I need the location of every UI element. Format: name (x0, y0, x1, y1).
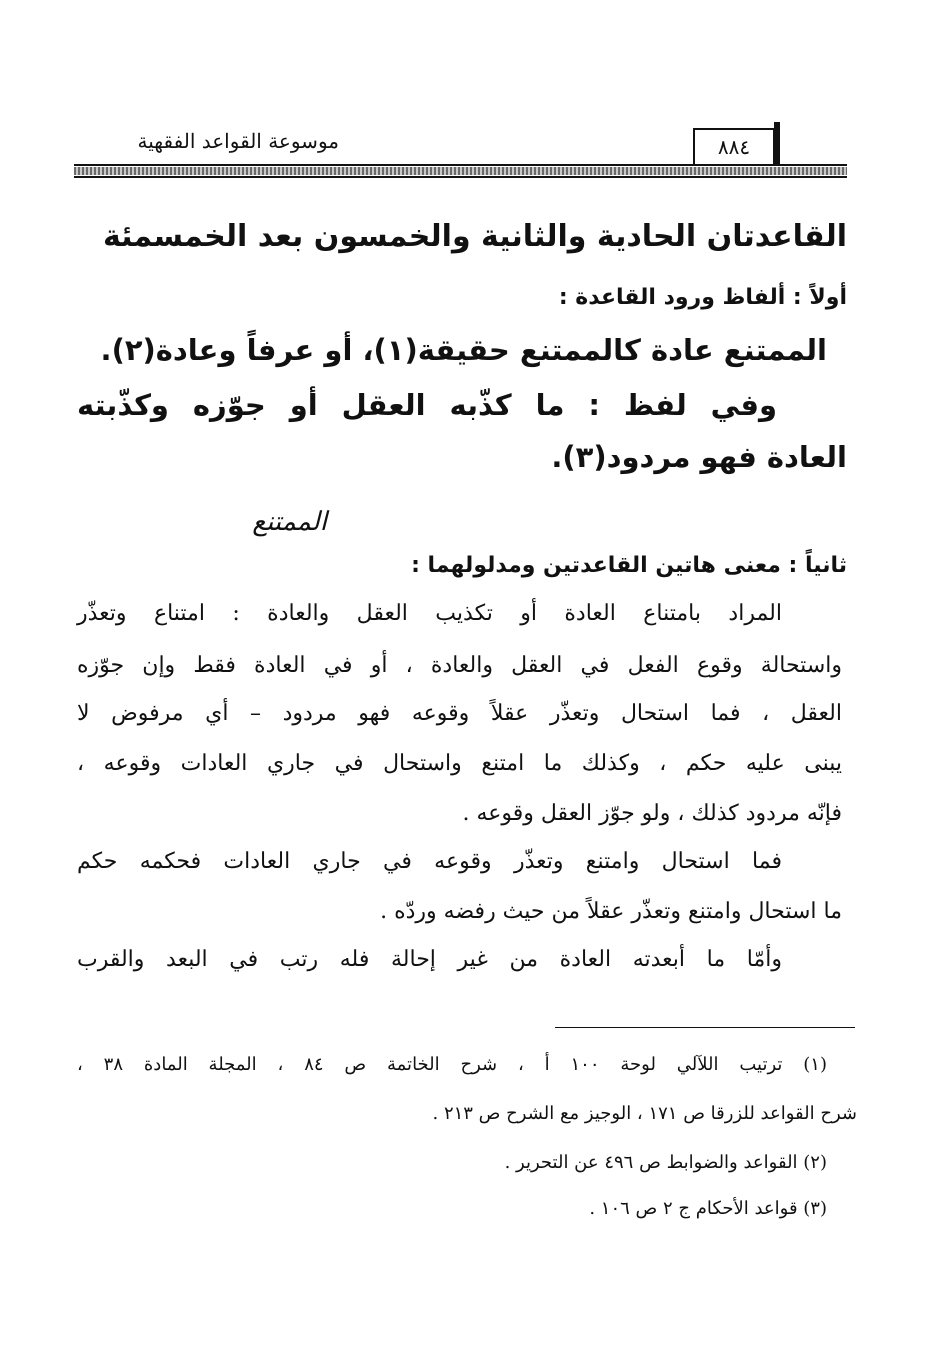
body-line-6: فما استحال وامتنع وتعذّر وقوعه في جاري العادات فحكمه حكم (77, 849, 782, 874)
footnote-2: (٢) القواعد والضوابط ص ٤٩٦ عن التحرير . (504, 1152, 827, 1173)
body-line-5: فإنّه مردود كذلك ، ولو جوّز العقل وقوعه . (462, 801, 842, 826)
rule-line-1: الممتنع عادة كالممتنع حقيقة(١)، أو عرفاً وعادة(٢). (100, 333, 827, 367)
header-rule-bottom (74, 176, 847, 178)
footnote-1-line-2: شرح القواعد للزرقا ص ١٧١ ، الوجيز مع الشرح ص ٢١٣ . (432, 1103, 857, 1124)
page-number: ٨٨٤ (693, 128, 775, 164)
handwritten-annotation: الممتنع (252, 507, 327, 537)
body-line-2: واستحالة وقوع الفعل في العقل والعادة ، أو في العادة فقط وإن جوّزه (77, 653, 842, 678)
body-line-3: العقل ، فما استحال وتعذّر عقلاً وقوعه فهو مردود – أي مرفوض لا (77, 701, 842, 726)
header-rule-top (74, 164, 847, 166)
header-rule-band (74, 167, 847, 175)
footnote-separator (555, 1027, 855, 1028)
running-header-title: موسوعة القواعد الفقهية (137, 129, 339, 153)
section-one-title: أولاً : ألفاظ ورود القاعدة : (558, 285, 847, 310)
footnote-1-line-1: (١) ترتيب اللآلي لوحة ١٠٠ أ ، شرح الخاتمة ص ٨٤ ، المجلة المادة ٣٨ ، (77, 1054, 827, 1075)
body-line-8: وأمّا ما أبعدته العادة من غير إحالة فله رتب في البعد والقرب (77, 947, 782, 972)
body-line-1: المراد بامتناع العادة أو تكذيب العقل والعادة : امتناع وتعذّر (77, 601, 782, 626)
body-line-7: ما استحال وامتنع وتعذّر عقلاً من حيث رفضه وردّه . (380, 899, 842, 924)
footnote-3: (٣) قواعد الأحكام ج ٢ ص ١٠٦ . (589, 1198, 827, 1219)
section-two-title: ثانياً : معنى هاتين القاعدتين ومدلولهما : (411, 553, 847, 578)
rule-line-3: العادة فهو مردود(٣). (551, 440, 847, 474)
rule-line-2: وفي لفظ : ما كذّبه العقل أو جوّزه وكذّبته (77, 388, 777, 422)
chapter-heading: القاعدتان الحادية والثانية والخمسون بعد الخمسمئة (102, 219, 847, 254)
body-line-4: يبنى عليه حكم ، وكذلك ما امتنع واستحال في جاري العادات وقوعه ، (77, 751, 842, 776)
